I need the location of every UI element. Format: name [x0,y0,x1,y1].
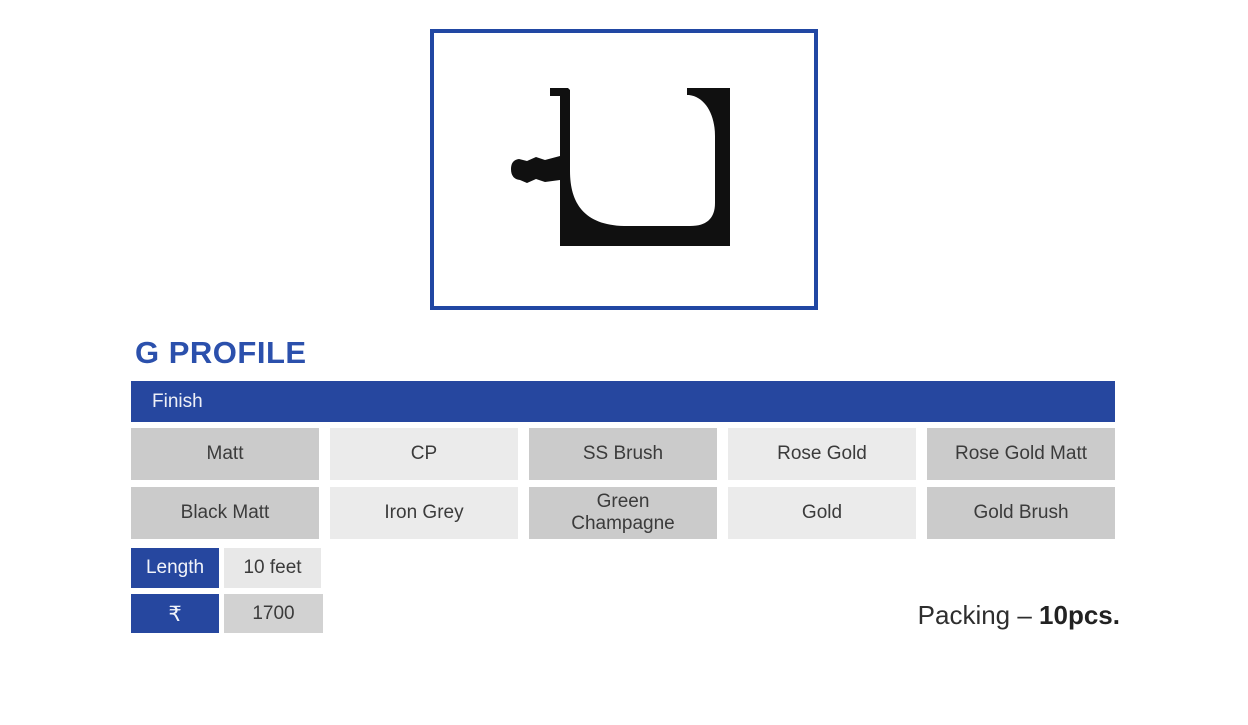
finish-cell-cp: CP [330,428,518,480]
length-value: 10 feet [224,548,321,588]
finish-cell-black-matt: Black Matt [131,487,319,539]
finish-cell-gold: Gold [728,487,916,539]
length-label: Length [131,548,219,588]
finish-cell-rose-gold-matt: Rose Gold Matt [927,428,1115,480]
page-title: G PROFILE [135,335,307,370]
finish-cell-green-champagne: Green Champagne [529,487,717,539]
g-profile-cross-section-icon [434,33,814,306]
packing-quantity: 10pcs. [1039,600,1120,630]
finish-cell-matt: Matt [131,428,319,480]
finish-header-bar [131,381,1115,422]
finish-cell-gold-brush: Gold Brush [927,487,1115,539]
price-value: 1700 [224,594,323,633]
packing-note [918,600,1120,631]
rupee-icon: ₹ [131,594,219,633]
finish-grid [131,428,1115,539]
finish-cell-iron-grey: Iron Grey [330,487,518,539]
profile-image-frame [430,29,818,310]
finish-header-label: Finish [152,390,203,412]
finish-cell-ss-brush: SS Brush [529,428,717,480]
finish-cell-rose-gold: Rose Gold [728,428,916,480]
packing-label: Packing – [917,600,1040,630]
